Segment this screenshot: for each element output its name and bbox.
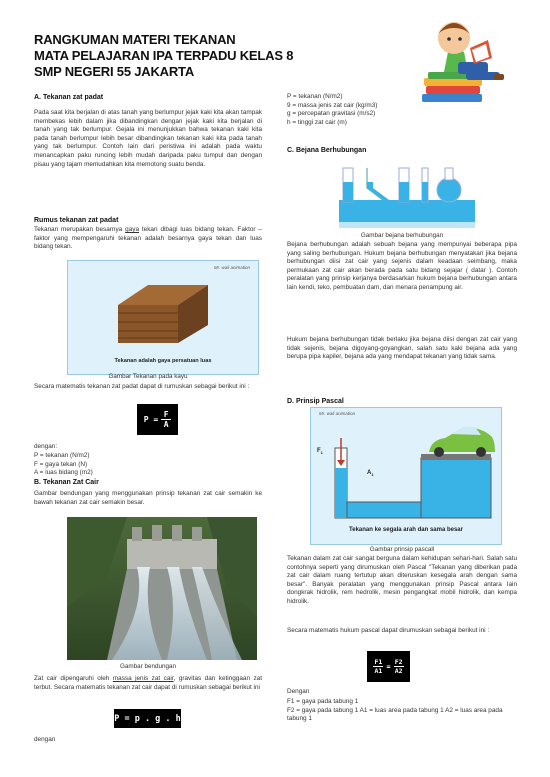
reading-boy-illustration [408,12,520,110]
formula-denominator: A [163,420,169,429]
pressure-on-wood-image [67,260,259,375]
rumus-paragraph [34,226,262,252]
zat-cair-text-pre: Zat cair dipengaruhi oleh [34,675,110,682]
rumus-heading: Rumus tekanan zat padat [34,217,119,224]
title-line-3: SMP NEGERI 55 JAKARTA [34,64,195,79]
section-d-heading: D. Prinsip Pascal [287,398,344,405]
definition-item: P = tekanan (N/m2) [34,452,90,459]
label-a-sub: 1 [371,472,374,478]
definition-item: P = tekanan (N/m2) [287,93,343,100]
dengan-label: dengan: [34,443,58,450]
title-line-1: RANGKUMAN MATERI TEKANAN [34,32,236,47]
image-caption-bejana: Gambar bejana berhubungan [360,232,444,239]
pascal-paragraph: Tekanan dalam zat cair sangat berguna dalam kehidupan sehari-hari. Salah satu contohnya seperti yang dirumuskan oleh Pascal "Tekanan yang diberikan pada zat cair dalam ruang tertutup akan diteruskan kesegala arah dengan sama besar". Banyak peralatan yang menggunakan prinsip Pascal antara lain dongkrak hidrolik, rem hedrolik, mesin pengangkat mobil hidrolik, dan kempa hidrolik. [287,555,517,605]
formula-a2: A2 [394,667,403,675]
definition-item: F2 = gaya pada tabung 1 A1 = luas area pada tabung 1 A2 = luas area pada tabung 1 [287,706,503,723]
formula-equals: = [386,662,391,671]
zat-cair-text-post: , gravitas dan ketinggaan zat terbut. Secara matematis tekanan zat cair dapat di rumuskan sebagai berikut ini [34,675,262,691]
definition-item: A = luas bidang (m2) [34,469,93,477]
dengan-label-2: Dengan [287,688,310,695]
bejana-paragraph-1: Bejana berhubungan adalah sebuah bejana yang mempunyai beberapa pipa yang saling berhubungan. Hukum bejana berhubungan menyatakan jika bejana berhubungan diisi zat cair yang sejenis dalam keadaan seimbang, maka permukaan zat cair akan berada pada satu bidang sejajar ( datar ). Contoh peralatan yang prinsip kerjanya berdasarkan hukum bejana berhubungan antara lain kendi, teko, pembuatan dam, dan menara penampung air. [287,241,517,291]
section-b-paragraph: Gambar bendungan yang menggunakan prinsip tekanan zat cair semakin ke bawah tekanan zat cair semakin besar. [34,490,262,506]
dengan-bottom: dengan [34,736,56,743]
section-c-heading: C. Bejana Berhubungan [287,147,367,154]
definition-item: F1 = gaya pada tabung 1 [287,698,359,705]
section-a-heading: A. Tekanan zat padat [34,94,104,101]
image-caption-wood: Gambar Tekanan pada kayu [108,373,188,380]
communicating-vessels-image [337,166,477,230]
label-f1 [317,448,323,455]
label-f: F [317,448,321,454]
definition-item: F = gaya tekan (N) [34,460,88,468]
title-line-2: MATA PELAJARAN IPA TERPADU KELAS 8 [34,48,294,63]
image-caption-dam: Gambar bendungan [119,663,176,670]
image-watermark: Mr. wali animation [213,265,250,270]
formula-p-rho-g-h: P = p . g . h [114,709,181,728]
formula-pascal [367,651,410,682]
label-a: A [367,470,372,476]
formula-numerator: F [163,410,169,419]
matematis-text: Secara matematis tekanan zat padat dapat di rumuskan sebagai berikut ini : [34,383,250,390]
definition-item: h = tinggi zat cair (m) [287,118,347,126]
section-a-paragraph: Pada saat kita berjalan di atas tanah yang berlumpur jejak kaki kita akan tampak membekas lebih dalam jika dibandingkan dengan jejak kaki kita berjalan di tanah yang tak berlumpur. Gejala ini menunjukkan bahwa tekanan kaki kita pada tanah berlumpur lebih besar dibandingkan tekanan kaki kita pada tanah yang tak berlumpur. Contoh lain dari peristiwa ini adalah pada waktu menancapkan paku runcing lebih mudah daripada paku tumpul dan dengan pisau yang tajam memudahkan kita memotong suatu benda. [34,109,262,168]
formula-a1: A1 [374,667,383,675]
gaya-link[interactable]: gaya [125,226,139,233]
massa-jenis-link[interactable]: massa jenis zat cair [112,675,174,682]
formula-f2: F2 [394,658,403,666]
formula-lhs: P = [143,415,159,424]
definition-item: g = percepatan gravitasi (m/s2) [287,110,376,118]
zat-cair-paragraph [34,675,262,692]
formula-p-f-a [137,404,178,435]
image-watermark: Mr. wali animation [319,411,356,416]
wooden-block-icon [108,275,218,345]
definition-item: 9 = massa jenis zat cair (kg/m3) [287,101,378,109]
definition-list-1 [34,452,93,478]
bejana-paragraph-2: Hukum bejana berhubungan tidak berlaku jika bejana diisi dengan zat cair yang tidak sejenis, bejana digoyang-goyangkan, salah satu kaki bejana ada yang berupa pipa kapiler, bejana ada yang mendapat tekanan yang tidak sama. [287,336,517,361]
definition-list-2 [287,93,377,127]
pascal-matematis-text: Secara matematis hukum pascal dapat dirumuskan sebagai berikut ini : [287,627,490,634]
image-inner-caption: Tekanan ke segala arah dan sama besar [349,527,463,533]
label-f-sub: 1 [320,450,323,456]
image-caption-pascal: Gambar prinsip pascall [369,546,435,553]
dam-photo [67,517,257,660]
section-b-heading: B. Tekanan Zat Cair [34,479,99,486]
label-a1 [367,470,374,477]
rumus-text-pre: Tekanan merupakan besarnya [34,226,123,233]
image-inner-caption: Tekanan adalah gaya persatuan luas [114,358,212,364]
definition-list-3 [287,698,517,724]
rumus-text-post: tekan dibagi luas bidang tekan. Faktor – faktor yang mempengaruhi tekanan adalah besarnya gaya tekan dan luas bidang tekan. [34,226,262,251]
formula-f1: F1 [374,658,383,666]
hydraulic-lift-diagram [311,408,501,544]
pascal-principle-image [310,407,502,545]
